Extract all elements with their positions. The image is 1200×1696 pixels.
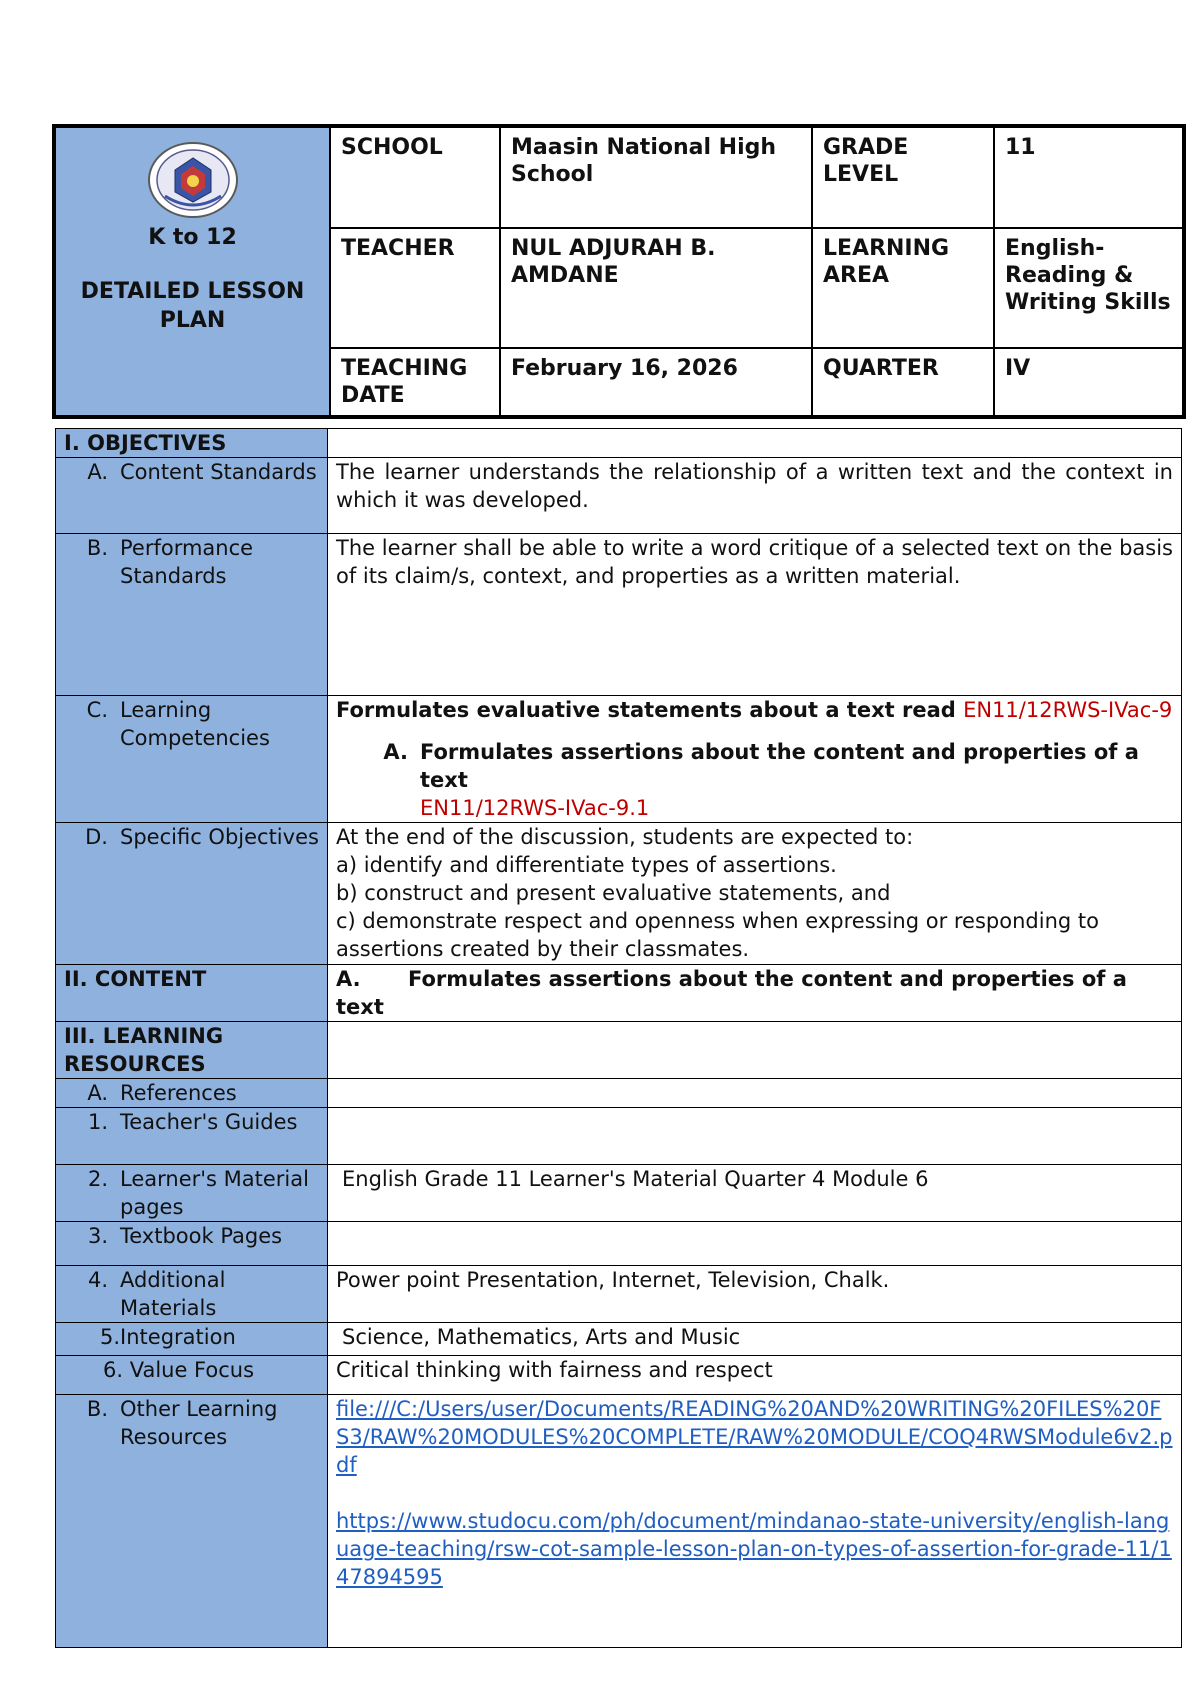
learning-competencies-text	[328, 696, 1182, 823]
list-marker: 4.	[87, 1268, 108, 1292]
list-marker: C.	[86, 698, 108, 722]
learning-resources-heading: III. LEARNING RESOURCES	[56, 1022, 328, 1079]
list-marker: B.	[86, 536, 108, 560]
detailed-lesson-plan-title: DETAILED LESSON PLAN	[80, 279, 305, 333]
objectives-heading-blank	[328, 429, 1182, 458]
specific-objective-line: b) construct and present evaluative statements, and	[336, 881, 891, 905]
content-standards-text: The learner understands the relationship of a written text and the context in which it was developed.	[328, 458, 1182, 534]
teaching-date-label: TEACHING DATE	[330, 348, 500, 417]
specific-objective-line: At the end of the discussion, students are expected to:	[336, 825, 914, 849]
specific-objective-line: a) identify and differentiate types of assertions.	[336, 853, 837, 877]
header-logo-cell	[54, 126, 330, 417]
learners-material-text: English Grade 11 Learner's Material Quarter 4 Module 6	[328, 1165, 1182, 1222]
teacher-label: TEACHER	[330, 228, 500, 348]
learners-material-label	[56, 1165, 328, 1222]
content-topic: Formulates assertions about the content and properties of a text	[336, 967, 1127, 1019]
quarter-value: IV	[994, 348, 1184, 417]
k-to-12-label: K to 12	[148, 225, 237, 250]
learning-resources-blank	[328, 1022, 1182, 1079]
module-file-link[interactable]: file:///C:/Users/user/Documents/READING%20AND%20WRITING%20FILES%20FS3/RAW%20MODULES%20COMPLETE/RAW%20MODULE/COQ4RWSModule6v2.pdf	[336, 1397, 1173, 1477]
performance-standards-label	[56, 534, 328, 696]
integration-label: 5.Integration	[56, 1323, 328, 1356]
list-marker: 2.	[87, 1167, 108, 1191]
specific-objectives-text	[328, 823, 1182, 965]
references-text-label: References	[120, 1081, 237, 1105]
list-marker: A.	[87, 460, 108, 484]
school-label: SCHOOL	[330, 126, 500, 228]
specific-objectives-label	[56, 823, 328, 965]
competency-main: Formulates evaluative statements about a text read	[336, 698, 964, 722]
integration-text: Science, Mathematics, Arts and Music	[328, 1323, 1182, 1356]
deped-seal-icon	[145, 140, 241, 220]
list-marker: 1.	[87, 1110, 108, 1134]
list-marker: D.	[85, 825, 108, 849]
school-value: Maasin National High School	[500, 126, 812, 228]
studocu-link[interactable]: https://www.studocu.com/ph/document/mindanao-state-university/english-language-teaching/rsw-cot-sample-lesson-plan-on-types-of-assertion-for-grade-11/147894595	[336, 1509, 1172, 1589]
learners-material-text-label: Learner's Material pages	[120, 1167, 309, 1219]
objectives-heading: I. OBJECTIVES	[56, 429, 328, 458]
other-resources-links	[328, 1395, 1182, 1648]
value-focus-label: 6. Value Focus	[56, 1356, 328, 1395]
list-marker: A.	[336, 967, 361, 991]
other-resources-text-label: Other Learning Resources	[120, 1397, 278, 1449]
teachers-guides-text-label: Teacher's Guides	[120, 1110, 298, 1134]
performance-standards-text: The learner shall be able to write a word critique of a selected text on the basis of its claim/s, context, and properties as a written material.	[328, 534, 1182, 696]
references-blank	[328, 1079, 1182, 1108]
content-heading: II. CONTENT	[56, 965, 328, 1022]
specific-objectives-text-label: Specific Objectives	[120, 825, 319, 849]
lesson-plan-body	[55, 428, 1182, 1648]
textbook-pages-label	[56, 1222, 328, 1266]
content-standards-label	[56, 458, 328, 534]
list-marker: 3.	[87, 1224, 108, 1248]
list-marker: A.	[87, 1081, 108, 1105]
additional-materials-text: Power point Presentation, Internet, Television, Chalk.	[328, 1266, 1182, 1323]
additional-materials-label	[56, 1266, 328, 1323]
content-text	[328, 965, 1182, 1022]
references-label	[56, 1079, 328, 1108]
lesson-plan-header	[52, 124, 1186, 419]
learning-competencies-text-label: Learning Competencies	[120, 698, 270, 750]
additional-materials-text-label: Additional Materials	[120, 1268, 226, 1320]
other-resources-label	[56, 1395, 328, 1648]
teachers-guides-label	[56, 1108, 328, 1165]
competency-sub: Formulates assertions about the content and properties of a text	[420, 740, 1139, 792]
grade-level-value: 11	[994, 126, 1184, 228]
learning-area-label: LEARNING AREA	[812, 228, 994, 348]
specific-objective-line: c) demonstrate respect and openness when expressing or responding to assertions created by their classmates.	[336, 909, 1099, 961]
competency-main-code: EN11/12RWS-IVac-9	[963, 698, 1173, 722]
textbook-pages-text-label: Textbook Pages	[120, 1224, 283, 1248]
competency-sub-code: EN11/12RWS-IVac-9.1	[420, 796, 650, 820]
performance-standards-text-label: Performance Standards	[120, 536, 254, 588]
content-standards-text-label: Content Standards	[120, 460, 317, 484]
teachers-guides-blank	[328, 1108, 1182, 1165]
quarter-label: QUARTER	[812, 348, 994, 417]
textbook-pages-blank	[328, 1222, 1182, 1266]
grade-level-label: GRADE LEVEL	[812, 126, 994, 228]
value-focus-text: Critical thinking with fairness and respect	[328, 1356, 1182, 1395]
teacher-value: NUL ADJURAH B. AMDANE	[500, 228, 812, 348]
list-marker: A.	[383, 740, 408, 764]
list-marker: B.	[86, 1397, 108, 1421]
teaching-date-value: February 16, 2026	[500, 348, 812, 417]
learning-area-value: English-Reading & Writing Skills	[994, 228, 1184, 348]
learning-competencies-label	[56, 696, 328, 823]
